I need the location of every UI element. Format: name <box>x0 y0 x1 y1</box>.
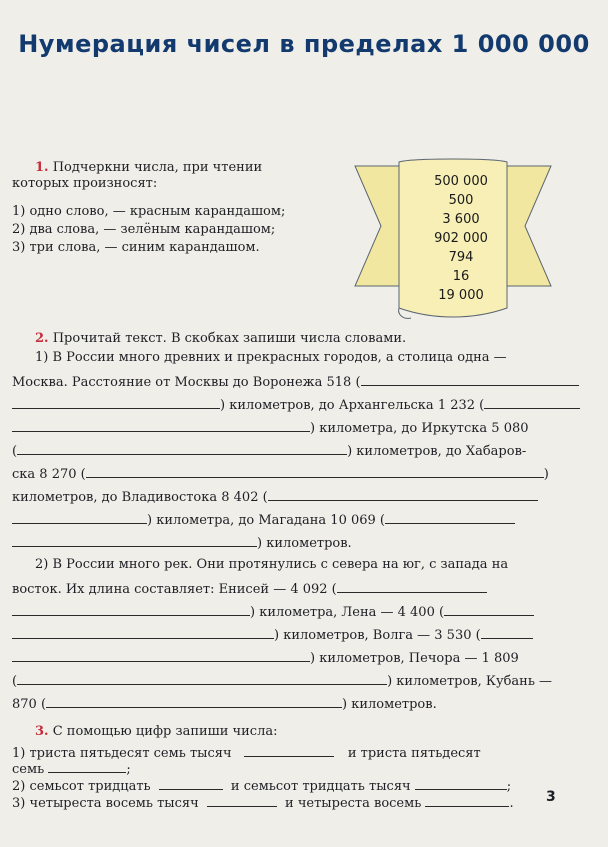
scroll-number[interactable]: 500 <box>448 193 474 208</box>
task3-line-4 <box>12 794 514 812</box>
text: ) километра, Лена — 4 400 ( <box>250 605 445 620</box>
task2-p2-line-2 <box>12 580 487 598</box>
answer-blank[interactable] <box>12 626 274 639</box>
scroll-number[interactable]: 19 000 <box>438 288 484 303</box>
task2-p1-line-7 <box>12 488 538 506</box>
page-number: 3 <box>546 789 556 805</box>
scroll-number[interactable]: 3 600 <box>442 212 480 227</box>
text: 2) семьсот тридцать <box>12 779 151 794</box>
task1-heading <box>35 160 262 176</box>
text: ) километров, до Хабаров- <box>347 444 527 459</box>
text: ) километров, Печора — 1 809 <box>310 651 519 666</box>
text: 1) триста пятьдесят семь тысяч <box>12 746 232 761</box>
task3-number: 3. <box>35 724 49 739</box>
answer-blank[interactable] <box>86 465 544 478</box>
answer-blank[interactable] <box>361 373 579 386</box>
answer-blank[interactable] <box>444 603 534 616</box>
answer-blank[interactable] <box>12 396 220 409</box>
task3-line-3 <box>12 777 511 795</box>
answer-blank[interactable] <box>385 511 515 524</box>
answer-blank[interactable] <box>268 488 538 501</box>
page-title: Нумерация чисел в пределах 1 000 000 <box>18 30 590 58</box>
answer-blank[interactable] <box>415 777 507 790</box>
answer-blank[interactable] <box>17 672 387 685</box>
task3-heading <box>35 724 277 740</box>
task2-p2-line-4 <box>12 626 533 644</box>
text: . <box>509 796 514 811</box>
scroll-number[interactable]: 500 000 <box>434 174 488 189</box>
text: восток. Их длина составляет: Енисей — 4 092 ( <box>12 582 337 597</box>
task1-text-2: которых произносят: <box>12 176 158 191</box>
task3-line-2 <box>12 760 131 778</box>
answer-blank[interactable] <box>337 580 487 593</box>
text: ска 8 270 ( <box>12 467 86 482</box>
text: ) километра, до Иркутска 5 080 <box>310 421 529 436</box>
task2-p2-line-7 <box>12 695 437 713</box>
text: ) километров. <box>342 697 437 712</box>
task1-option-3: 3) три слова, — синим карандашом. <box>12 240 260 255</box>
text: ) <box>543 467 549 482</box>
task2-p2-line-3 <box>12 603 534 621</box>
text: и четыреста восемь <box>285 796 422 811</box>
answer-blank[interactable] <box>484 396 580 409</box>
text: ; <box>126 762 131 777</box>
scroll-number[interactable]: 902 000 <box>434 231 488 246</box>
scroll-number[interactable]: 794 <box>448 250 474 265</box>
text: ) километров, Волга — 3 530 ( <box>274 628 481 643</box>
task2-p2-line-6 <box>12 672 552 690</box>
text: километров, до Владивостока 8 402 ( <box>12 490 268 505</box>
task2-p1-line-4 <box>12 419 529 437</box>
text: ) километров, до Архангельска 1 232 ( <box>220 398 485 413</box>
task2-p1-line-5 <box>12 442 526 460</box>
task2-p2-line-5 <box>12 649 519 667</box>
text: ; <box>506 779 512 794</box>
task2-p1-line-2 <box>12 373 579 391</box>
task2-p1-line-8 <box>12 511 515 529</box>
text: 3) четыреста восемь тысяч <box>12 796 199 811</box>
task2-number: 2. <box>35 331 49 346</box>
task2-intro: Прочитай текст. В скобках запиши числа словами. <box>52 331 407 346</box>
answer-blank[interactable] <box>159 777 223 790</box>
task2-p1-line-9 <box>12 534 352 552</box>
scroll-number[interactable]: 16 <box>452 269 470 284</box>
scroll-number-list <box>409 172 513 305</box>
text: ( <box>12 444 18 459</box>
text: 870 ( <box>12 697 47 712</box>
text: ( <box>12 674 18 689</box>
answer-blank[interactable] <box>481 626 533 639</box>
answer-blank[interactable] <box>207 794 277 807</box>
answer-blank[interactable] <box>46 695 342 708</box>
task1-option-1: 1) одно слово, — красным карандашом; <box>12 204 286 219</box>
text: ) километра, до Магадана 10 069 ( <box>147 513 385 528</box>
answer-blank[interactable] <box>17 442 347 455</box>
text: Москва. Расстояние от Москвы до Воронежа 518 ( <box>12 375 361 390</box>
answer-blank[interactable] <box>12 419 310 432</box>
task2-p2-line-1: 2) В России много рек. Они протянулись с севера на юг, с запада на <box>35 557 509 572</box>
text: ) километров, Кубань — <box>387 674 553 689</box>
answer-blank[interactable] <box>12 511 147 524</box>
answer-blank[interactable] <box>12 534 257 547</box>
text: ) километров. <box>257 536 352 551</box>
answer-blank[interactable] <box>12 603 250 616</box>
task2-heading <box>35 331 406 347</box>
task1-option-2: 2) два слова, — зелёным карандашом; <box>12 222 276 237</box>
task1-number: 1. <box>35 160 49 175</box>
task1-text-1: Подчеркни числа, при чтении <box>52 160 263 175</box>
task3-intro: С помощью цифр запиши числа: <box>52 724 278 739</box>
text: и семьсот тридцать тысяч <box>230 779 411 794</box>
task2-p1-line-6 <box>12 465 549 483</box>
task2-p1-line-1: 1) В России много древних и прекрасных городов, а столица одна — <box>35 350 507 365</box>
text: семь <box>12 762 45 777</box>
task2-p1-line-3 <box>12 396 580 414</box>
answer-blank[interactable] <box>12 649 310 662</box>
text: и триста пятьдесят <box>347 746 481 761</box>
answer-blank[interactable] <box>425 794 509 807</box>
answer-blank[interactable] <box>48 760 126 773</box>
answer-blank[interactable] <box>244 744 334 757</box>
